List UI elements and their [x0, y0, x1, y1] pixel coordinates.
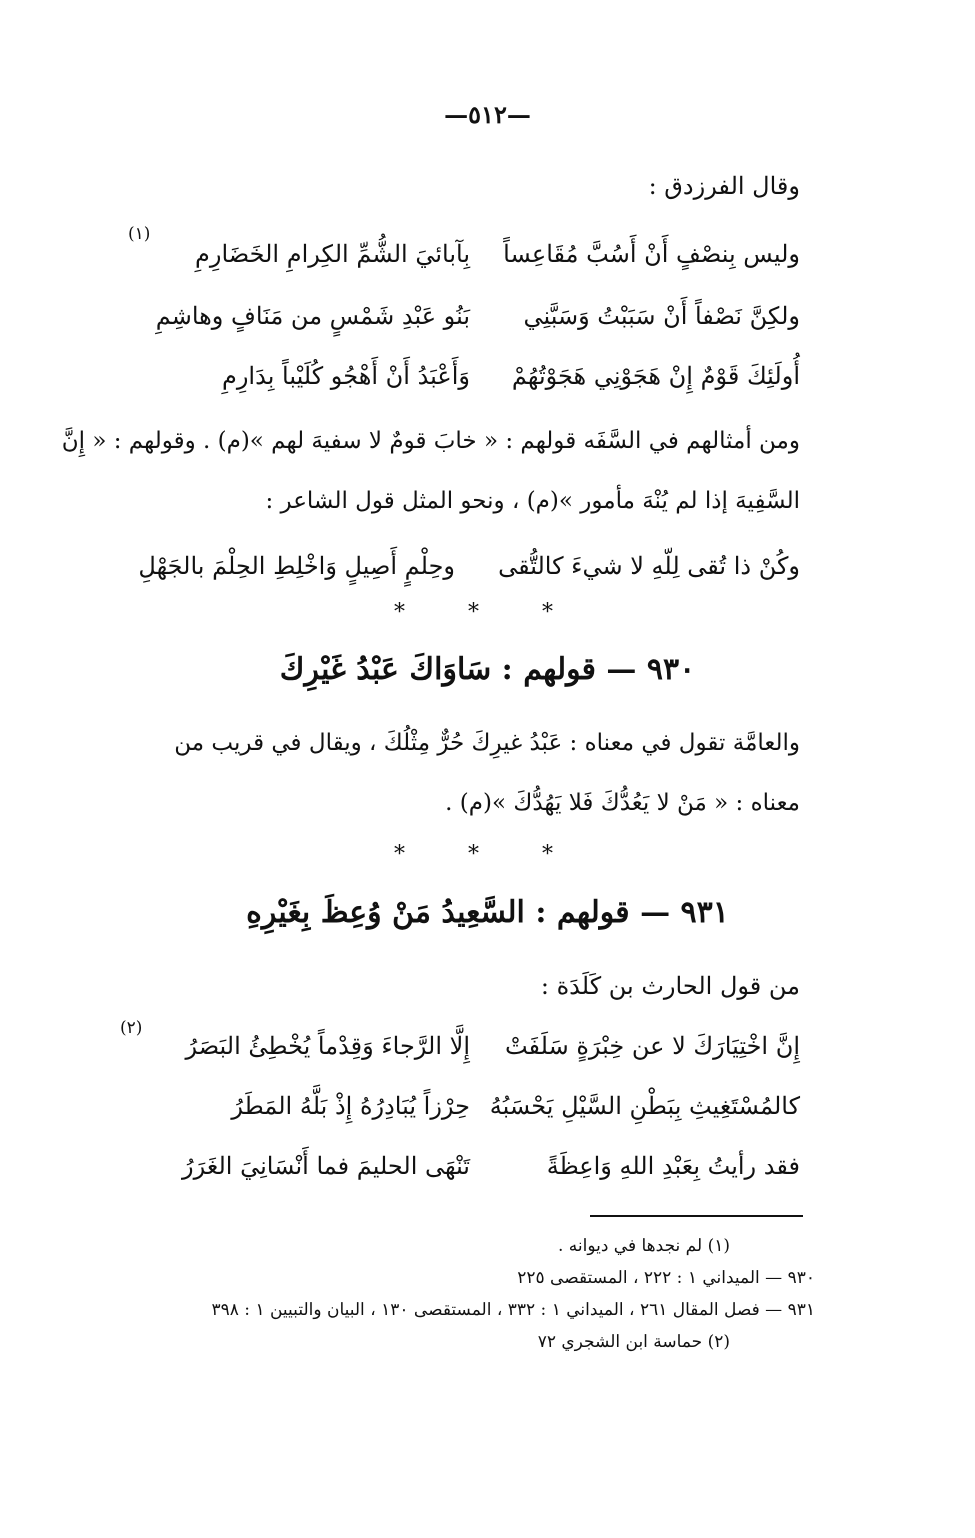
verse-second-hemistich: إِلَّا الرَّجاءَ وَقِدْماً يُخْطِئُ البَصَرُ	[185, 1032, 470, 1060]
paragraph-line: والعامَّة تقول في معناه : عَبْدُ غيرِكَ حُرٌّ مِثْلُكَ ، ويقال في قريب من	[174, 730, 800, 756]
section-separator: * * *	[394, 600, 581, 625]
section-heading-930: ٩٣٠ — قولهم : سَاوَاكَ عَبْدُ غَيْرِكَ	[279, 652, 696, 687]
verse-second-hemistich: بِآبائيَ الشُّمِّ الكِرامِ الخَضَارِمِ	[195, 240, 470, 268]
footnote: ٩٣٠ — الميداني ١ : ٢٢٢ ، المستقصى ٢٢٥	[517, 1268, 815, 1288]
paragraph-line: معناه : « مَنْ لا يَعُدُّكَ فَلا يَهُدُّكَ »(م) .	[445, 790, 800, 816]
verse-first-hemistich: إِنَّ اخْتِيَارَكَ لا عن خِبْرَةٍ سَلَفَتْ	[504, 1032, 800, 1060]
footnote-marker: (١)	[128, 224, 151, 244]
page-number: —٥١٢—	[444, 100, 531, 129]
section-separator: * * *	[394, 842, 581, 867]
verse-first-hemistich: وكُنْ ذا تُقى لِلّهِ لا شيءَ كالتُّقى	[498, 552, 800, 580]
footnote: (٢) حماسة ابن الشجري ٧٢	[537, 1332, 730, 1352]
verse-first-hemistich: فقد رأيتُ بِعَبْدِ اللهِ وَاعِظَةً	[546, 1152, 800, 1180]
verse-second-hemistich: بَنُو عَبْدِ شَمْسٍ من مَنَافٍ وهاشِمِ	[155, 302, 470, 330]
footnote: (١) لم نجدها في ديوانه .	[557, 1236, 730, 1256]
verse-first-hemistich: وليس بِنصْفٍ أَنْ أَسُبَّ مُقَاعِساً	[503, 240, 800, 268]
paragraph-line: ومن أمثالهم في السَّفَه قولهم : « خابَ قومٌ لا سفيهَ لهم »(م) . وقولهم : « إِنَّ	[61, 428, 800, 454]
verse-second-hemistich: وَأَعْبَدُ أَنْ أَهْجُو كُلَيْباً بِدَارِمِ	[221, 362, 470, 390]
verse-first-hemistich: أُولَئِكَ قَوْمٌ إِنْ هَجَوْنِي هَجَوْتُهُمْ	[511, 362, 800, 390]
footnote-marker: (٢)	[120, 1018, 143, 1038]
verse-second-hemistich: حِرْزاً يُبَادِرُهُ إِذْ بَلَّهُ المَطَرُ	[231, 1092, 470, 1120]
verse-first-hemistich: ولكِنَّ نَصْفاً أَنْ سَبَبْتُ وَسَبَّنِي	[523, 302, 800, 330]
verse-first-hemistich: كالمُسْتَغِيثِ بِبَطْنِ السَّيْلِ يَحْسَبُهُ	[489, 1092, 800, 1120]
footnote: ٩٣١ — فصل المقال ٢٦١ ، الميداني ١ : ٣٣٢ ، المستقصى ١٣٠ ، البيان والتبيين ١ : ٣٩٨	[211, 1300, 815, 1320]
section-heading-931: ٩٣١ — قولهم : السَّعِيدُ مَنْ وُعِظَ بِغَيْرِهِ	[246, 895, 729, 930]
intro-harith: من قول الحارث بن كَلَدَة :	[540, 972, 800, 1000]
intro-farazdaq: وقال الفرزدق :	[648, 172, 800, 200]
verse-second-hemistich: وحِلْمٍ أَصِيلٍ وَاخْلِطِ الحِلْمَ بالجَهْلِ	[138, 552, 455, 580]
footnote-divider	[590, 1215, 803, 1217]
paragraph-line: السَّفِيهَ إذا لم يُنْهَ مأمور »(م) ، ونحو المثل قول الشاعر :	[265, 488, 800, 514]
verse-second-hemistich: تَنْهَى الحليمَ فما أَنْسَانِيَ الغَرَرُ	[182, 1152, 470, 1180]
